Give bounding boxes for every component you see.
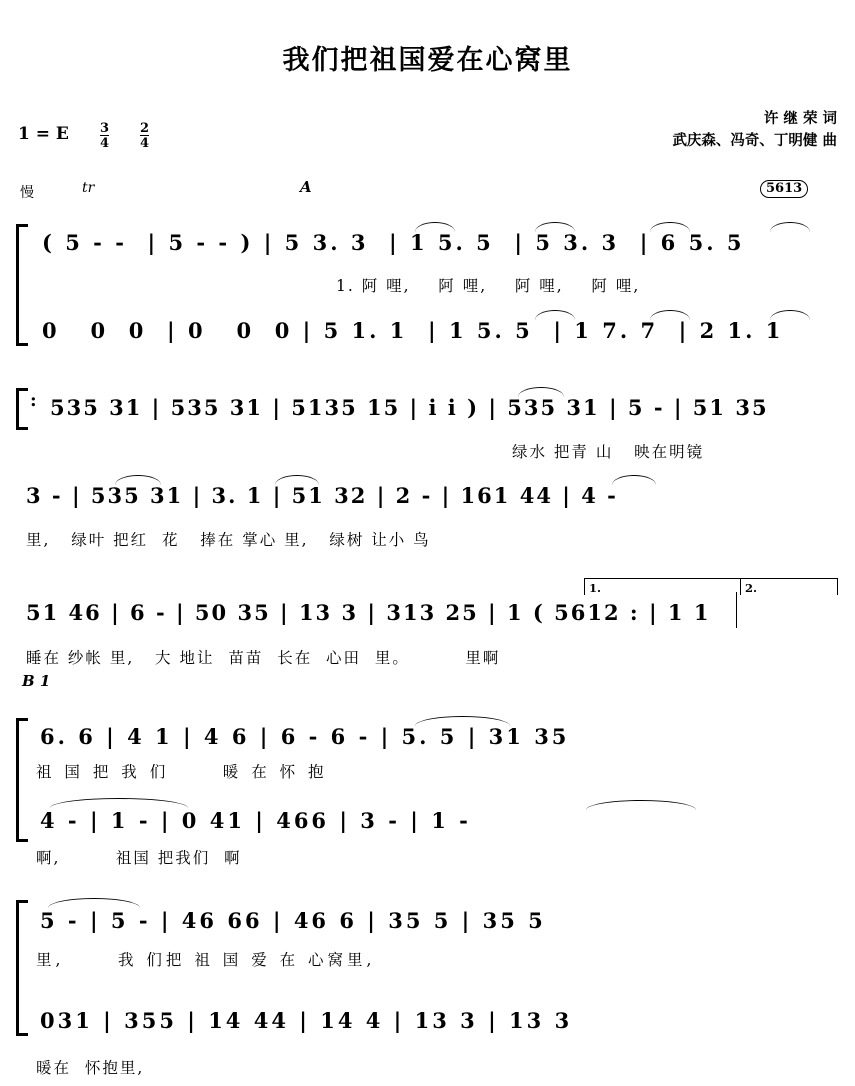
repeat-start-dots: : bbox=[30, 390, 37, 411]
slur bbox=[275, 475, 319, 485]
ornament-tr: tr bbox=[82, 180, 95, 196]
volta-bracket-1 bbox=[584, 578, 741, 595]
meter-2-4-denominator: 4 bbox=[140, 136, 150, 151]
slur bbox=[415, 222, 455, 232]
system-6-brace bbox=[16, 900, 28, 1036]
meter-3-4-numerator: 3 bbox=[100, 121, 110, 136]
slur bbox=[50, 798, 188, 808]
system-1-lyrics: 1. 阿 哩, 阿 哩, 阿 哩, 阿 哩, bbox=[336, 277, 641, 295]
volta-label-1: 1. bbox=[589, 581, 602, 595]
lyricist-credit: 许 继 荣 词 bbox=[763, 110, 837, 127]
system-2-notes: 535 31 | 535 31 | 5135 15 | i i ) | 535 31 | 5 - | 51 35 bbox=[50, 395, 769, 420]
slur bbox=[586, 800, 696, 810]
credits bbox=[537, 108, 837, 153]
composer-credit: 武庆森、冯奇、丁明健 曲 bbox=[672, 132, 837, 150]
system-1-brace bbox=[16, 224, 28, 346]
tempo-mark: 慢 bbox=[20, 185, 34, 201]
section-mark-a: A bbox=[300, 178, 312, 196]
pickup-note-box: 5613 bbox=[760, 180, 808, 198]
system-2-brace bbox=[16, 388, 28, 430]
meter-2-4-numerator: 2 bbox=[140, 121, 150, 136]
system-5-brace bbox=[16, 718, 28, 842]
page-title: 我们把祖国爱在心窝里 bbox=[282, 45, 573, 76]
slur bbox=[535, 310, 575, 320]
key-signature: 1 = E bbox=[18, 124, 69, 144]
system-5-upper-notes: 6. 6 | 4 1 | 4 6 | 6 - 6 - | 5. 5 | 31 35 bbox=[40, 724, 570, 749]
system-3-notes: 3 - | 535 31 | 3. 1 | 51 32 | 2 - | 161 44 | 4 - bbox=[26, 483, 618, 508]
slur bbox=[415, 716, 510, 726]
system-6-upper-lyrics: 里, 我 们把 祖 国 爱 在 心窝里, bbox=[36, 951, 376, 969]
system-1-upper-notes: ( 5 - - | 5 - - ) | 5 3. 3 | 1 5. 5 | 5 3. 3 | 6 5. 5 bbox=[42, 230, 745, 255]
slur bbox=[535, 222, 575, 232]
volta-label-2: 2. bbox=[745, 581, 758, 595]
meter-2-4 bbox=[140, 122, 149, 150]
slur bbox=[115, 475, 161, 485]
system-6-lower-notes: 031 | 355 | 14 44 | 14 4 | 13 3 | 13 3 bbox=[40, 1008, 573, 1033]
system-1-lower-notes: 0 0 0 | 0 0 0 | 5 1. 1 | 1 5. 5 | 1 7. 7 | 2 1. 1 bbox=[42, 318, 784, 343]
slur bbox=[770, 222, 810, 232]
slur bbox=[612, 475, 656, 485]
system-4-notes: 51 46 | 6 - | 50 35 | 13 3 | 313 25 | 1 ( 5612 : | 1 1 bbox=[26, 600, 711, 625]
slur bbox=[48, 898, 140, 908]
barline bbox=[736, 592, 737, 628]
system-5-upper-lyrics: 祖 国 把 我 们 暖 在 怀 抱 bbox=[36, 763, 328, 781]
system-5-lower-lyrics: 啊, 祖国 把我们 啊 bbox=[36, 849, 242, 867]
slur bbox=[518, 387, 564, 397]
slur bbox=[770, 310, 810, 320]
system-4-lyrics: 睡在 纱帐 里, 大 地让 苗苗 长在 心田 里。 里啊 bbox=[26, 649, 501, 667]
meter-3-4-denominator: 4 bbox=[100, 136, 110, 151]
meter-3-4 bbox=[100, 122, 109, 150]
section-mark-b1: B 1 bbox=[22, 672, 51, 690]
slur bbox=[650, 310, 690, 320]
system-5-lower-notes: 4 - | 1 - | 0 41 | 466 | 3 - | 1 - bbox=[40, 808, 471, 833]
system-3-lyrics: 里, 绿叶 把红 花 捧在 掌心 里, 绿树 让小 鸟 bbox=[26, 531, 431, 549]
system-6-upper-notes: 5 - | 5 - | 46 66 | 46 6 | 35 5 | 35 5 bbox=[40, 908, 546, 933]
slur bbox=[650, 222, 690, 232]
system-6-lower-lyrics: 暖在 怀抱里, bbox=[36, 1059, 145, 1077]
system-2-lyrics: 绿水 把青 山 映在明镜 bbox=[512, 443, 705, 461]
